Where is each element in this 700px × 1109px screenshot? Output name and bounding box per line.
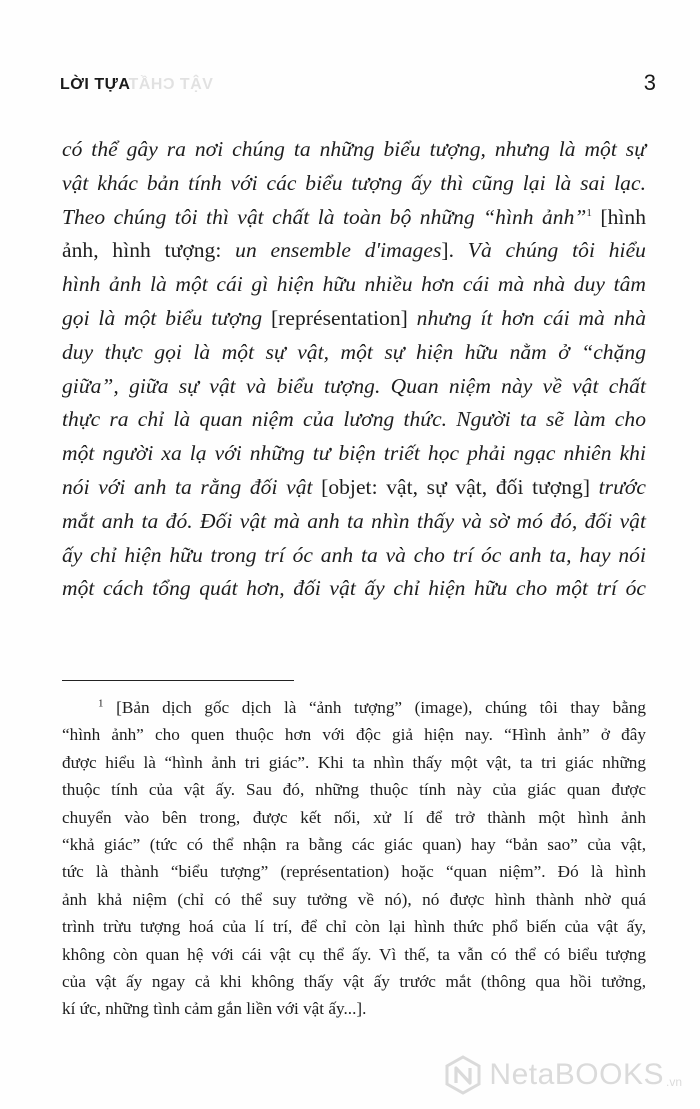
footnote-text: ảnh khả niệm (chỉ có thể suy tưởng về nó), nó được hình thành nhờ quá: [62, 889, 646, 909]
footnote-line: [62, 721, 646, 748]
text-line: [62, 572, 646, 606]
footnote-text: được hiểu là “hình ảnh tri giác”. Khi ta nhìn thấy một vật, ta tri giác những: [62, 752, 646, 772]
text-span: ].: [441, 238, 468, 263]
text-line: [62, 336, 646, 370]
text-span: mắt anh ta đó. Đối vật mà anh ta nhìn thấy và sờ mó đó, đối vật: [62, 508, 646, 533]
text-span: gọi là một biểu tượng: [62, 305, 271, 330]
text-span: [hình: [591, 204, 647, 229]
text-line: [62, 437, 646, 471]
footnote-text: của vật ấy ngay cả khi không thấy vật ấy trước mắt (thông qua hồi tưởng,: [62, 971, 646, 991]
text-line: [62, 471, 646, 505]
footnote-marker: 1: [98, 697, 104, 710]
watermark-suffix: .vn: [665, 1075, 682, 1089]
footnote-line: [62, 995, 646, 1022]
chapter-title: LỜI TỰA: [60, 76, 131, 93]
text-span: có thể gây ra nơi chúng ta những biểu tượng, nhưng là một sự: [62, 137, 646, 161]
text-span: ảnh, hình tượng:: [62, 238, 236, 263]
text-line: [62, 539, 646, 573]
netabooks-logo-icon: [443, 1055, 483, 1095]
footnote-line: [62, 941, 646, 968]
footnote-line: [62, 913, 646, 940]
footnote-text: kí ức, những tình cảm gắn liền với vật ấy...].: [62, 999, 367, 1019]
text-span: ấy chỉ hiện hữu trong trí óc anh ta và cho trí óc anh ta, hay nói: [62, 542, 646, 567]
footnote-text: tức là thành “biểu tượng” (représentation) hoặc “quan niệm”. Đó là hình: [62, 862, 646, 882]
footnote-text: “hình ảnh” cho quen thuộc hơn với độc giả hiện nay. “Hình ảnh” ở đây: [62, 725, 646, 745]
text-span: Theo chúng tôi thì vật chất là toàn bộ những “hình ảnh”: [62, 204, 587, 229]
watermark-brand: NetaBOOKS: [489, 1058, 664, 1091]
footnote-divider: [62, 680, 294, 681]
text-line: [62, 167, 646, 201]
footnote-line: [62, 804, 646, 831]
footnote-line: [62, 886, 646, 913]
footnote-text: thuộc tính của vật ấy. Sau đó, những thuộc tính này của giác quan được: [62, 780, 646, 800]
text-span: giữa”, giữa sự vật và biểu tượng. Quan niệm này về vật chất: [62, 373, 646, 398]
text-span: [représentation]: [270, 305, 408, 330]
text-line: [62, 505, 646, 539]
text-line: [62, 234, 646, 268]
footnote-text: không còn quan hệ với cái vật cụ thể ấy. Vì thế, ta vẫn có thể có biểu tượng: [62, 944, 646, 964]
footnote-line: [62, 776, 646, 803]
text-line: [62, 370, 646, 404]
footnote-text: chuyển vào bên trong, được kết nối, xử lí để trở thành một hình ảnh: [62, 807, 646, 827]
text-span: nói với anh ta rằng đối vật: [62, 474, 322, 499]
bleed-through-text: VẬT CHẤT: [128, 76, 213, 93]
footnote-line: [62, 858, 646, 885]
text-span: thực ra chỉ là quan niệm của lương thức. Người ta sẽ làm cho: [62, 407, 646, 432]
text-span: duy thực gọi là một sự vật, một sự hiện hữu nằm ở “chặng: [62, 339, 646, 364]
text-line: [62, 302, 646, 336]
footnote-text: [Bản dịch gốc dịch là “ảnh tượng” (image), chúng tôi thay bằng: [116, 698, 646, 717]
publisher-watermark: [443, 1055, 682, 1095]
text-span: nhưng ít hơn cái mà nhà: [407, 305, 646, 330]
footnote-line: [62, 968, 646, 995]
text-span: một cách tổng quát hơn, đối vật ấy chỉ hiện hữu cho một trí óc: [62, 576, 646, 601]
text-span: một người xa lạ với những tư biện triết học phải ngạc nhiên khi: [62, 441, 646, 466]
text-line: [62, 268, 646, 302]
page-number: 3: [643, 70, 656, 95]
main-text: [62, 133, 646, 606]
footnote-text: trình trừu tượng hoá của lí trí, để chỉ còn lại hình thức phổ biến của vật ấy,: [62, 917, 646, 937]
text-span: Và chúng tôi hiểu: [467, 238, 646, 263]
footnote-line: [62, 831, 646, 858]
footnote-line: [62, 694, 646, 721]
footnote-text: “khả giác” (tức có thể nhận ra bằng các giác quan) hay “bản sao” của vật,: [62, 834, 646, 854]
text-line: [62, 403, 646, 437]
footnote: [62, 694, 646, 1023]
text-span: trước: [590, 474, 646, 499]
text-span: un ensemble d'images: [235, 238, 442, 263]
text-line: [62, 201, 646, 235]
footnote-reference: 1: [586, 206, 592, 219]
text-span: [objet: vật, sự vật, đối tượng]: [321, 474, 591, 499]
footnote-line: [62, 749, 646, 776]
text-span: vật khác bản tính với các biểu tượng ấy thì cũng lại là sai lạc.: [62, 170, 646, 195]
text-line: [62, 133, 646, 167]
text-span: hình ảnh là một cái gì hiện hữu nhiều hơn cái mà nhà duy tâm: [62, 272, 646, 297]
running-header: [60, 70, 656, 100]
